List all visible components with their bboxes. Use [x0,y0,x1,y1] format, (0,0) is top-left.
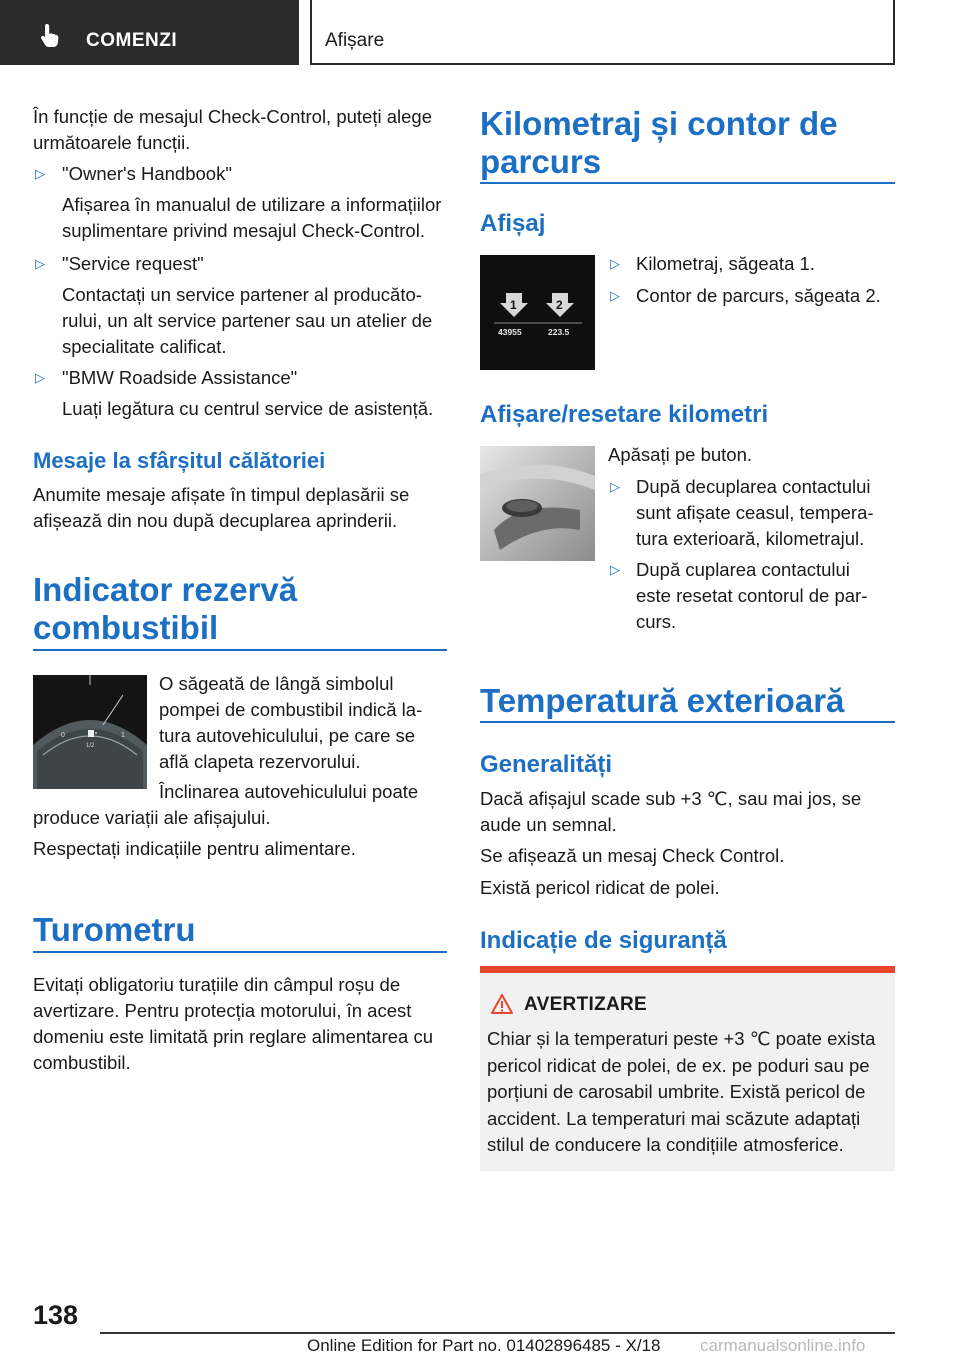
chapter-tab[interactable] [0,0,299,65]
watermark: carmanualsonline.info [700,1336,866,1355]
trip-value: 223.5 [548,327,570,337]
heading-fuel-indicator: Indicator rezervă combustibil [33,571,298,646]
heading-general: Generalități [480,751,613,778]
list-item: Contor de parcurs, săgeata 2. [636,285,881,306]
chapter-tab-label: COMENZI [86,30,178,51]
hand-pointer-icon [38,22,64,48]
heading-messages-end-of-trip: Mesaje la sfârșitul călătoriei [33,448,326,473]
gauge-label-half: 1/2 [86,743,95,749]
general-text-check-control: Se afișează un mesaj Check Control. [480,845,785,866]
intro-text: În funcție de mesajul Check-Control, puteți alege următoarele funcții. [33,106,432,153]
tachometer-text: Evitați obligatoriu turațiile din câmpul roșu de avertizare. Pentru protecția motorului, în acest domeniu este limitată prin reglare alimentarea cu combustibil. [33,974,434,1073]
reset-intro: Apăsați pe buton. [608,444,752,465]
general-text: Dacă afișajul scade sub +3 ℃, sau mai jos, se aude un semnal. [480,788,862,835]
section-title: Afișare [325,30,385,51]
header-divider [310,63,895,65]
heading-reset: Afișare/resetare kilometri [480,401,769,428]
arrow-1-label: 1 [510,298,517,312]
heading-rule [480,182,895,184]
page-number: 138 [33,1300,79,1330]
fuel-text-tilt-cont: produce variații ale afișajului. [33,807,271,828]
heading-outside-temperature: Temperatură exterioară [480,682,845,719]
footer-edition: Online Edition for Part no. 01402896485 - X/18 [307,1336,661,1355]
heading-rule [33,951,447,953]
bullet-triangle-icon: ▷ [610,256,620,271]
gauge-label-zero: 0 [61,732,65,739]
warning-triangle-icon [490,993,514,1015]
arrow-2-label: 2 [556,298,563,312]
general-text-ice: Există pericol ridicat de polei. [480,877,720,898]
bullet-triangle-icon: ▷ [610,562,620,577]
bullet-triangle-icon: ▷ [35,256,45,271]
odometer-display-image [480,255,595,370]
heading-rule [480,721,895,723]
gauge-label-one: 1 [121,732,125,739]
fuel-text-refuel: Respectați indicațiile pentru alimentare. [33,838,356,859]
heading-rule [33,649,447,651]
heading-safety: Indicație de siguranță [480,927,727,954]
warning-title: AVERTIZARE [524,994,647,1015]
odometer-value: 43955 [498,327,522,337]
list-item: Kilometraj, săgeata 1. [636,253,815,274]
fuel-gauge-image [33,675,147,789]
header-divider [310,0,312,65]
fuel-text: O săgeată de lângă simbolul pompei de combustibil indică la- tura autovehiculului, pe care se află clapeta rezervorului. [159,673,423,772]
bullet-triangle-icon: ▷ [35,166,45,181]
reset-button-image [480,446,595,561]
list-item: După cuplarea contactului este resetat contorul de par- curs. [636,559,868,632]
warning-bar [480,966,895,973]
fuel-text-tilt: Înclinarea autovehiculului poate [159,781,419,802]
bullet-triangle-icon: ▷ [610,479,620,494]
bullet-triangle-icon: ▷ [610,288,620,303]
heading-odometer: Kilometraj și contor de parcurs [480,105,838,180]
warning-text: Chiar și la temperaturi peste +3 ℃ poate exista pericol ridicat de polei, de ex. pe poduri sau pe porțiuni de carosabil umbrite. Există pericol de accident. La temperaturi mai scăzute adaptați stilul de conducere la condițiile atmosferice. [487,1028,876,1155]
heading-display: Afișaj [480,210,546,237]
list-item: "Owner's Handbook" Afișarea în manualul de utilizare a informațiilor suplimentare privind mesajul Check-Control. [62,163,442,241]
list-item: "BMW Roadside Assistance" Luați legătura cu centrul service de asistență. [62,367,434,419]
heading-tachometer: Turometru [33,911,196,948]
header-divider [893,0,895,65]
list-item: După decuplarea contactului sunt afișate ceasul, tempera- tura exterioară, kilometrajul. [636,476,874,549]
list-item: "Service request" Contactați un service partener al producăto- rului, un alt service partener sau un atelier de specialitate calificat. [62,253,433,357]
footer-rule [100,1332,895,1334]
bullet-triangle-icon: ▷ [35,370,45,385]
messages-text: Anumite mesaje afișate în timpul deplasării se afișează din nou după decuplarea aprinderii. [33,484,410,531]
